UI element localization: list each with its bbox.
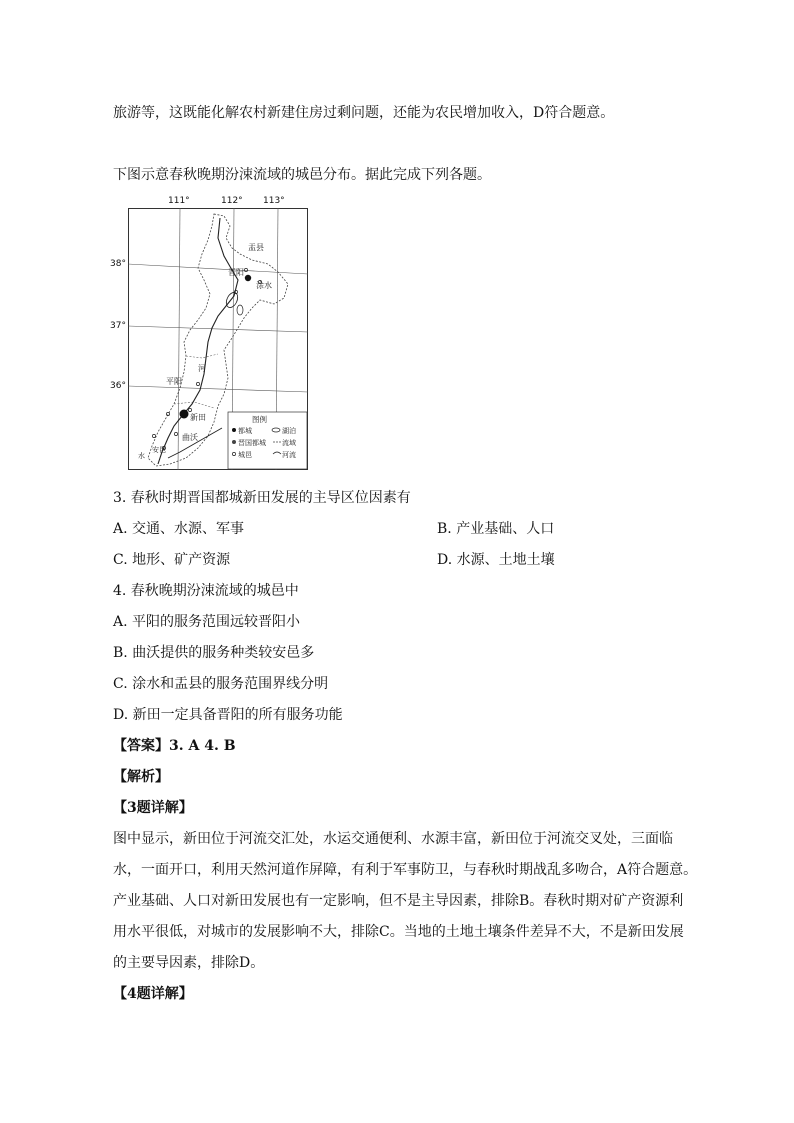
- legend-capital: 都城: [238, 427, 252, 435]
- q3-option-b: B. 产业基础、人口: [437, 521, 555, 537]
- map-caption: 下图示意春秋晚期汾涑流域的城邑分布。据此完成下列各题。: [113, 167, 491, 183]
- q4-detail-header: 【4题详解】: [113, 986, 193, 1002]
- fen-river: [158, 218, 238, 464]
- lon-label-111: 111°: [168, 196, 190, 206]
- jinyang-marker: [245, 275, 251, 281]
- q3-option-a: A. 交通、水源、军事: [113, 521, 245, 537]
- legend-lake: 湖泊: [282, 427, 296, 435]
- q4-option-c: C. 涂水和盂县的服务范围界线分明: [113, 676, 329, 692]
- lon-label-112: 112°: [221, 196, 243, 206]
- q3-detail-line: 图中显示，新田位于河流交汇处，水运交通便利、水源丰富，新田位于河流交叉处，三面临: [113, 831, 673, 847]
- fensu-basin-map: [128, 208, 308, 470]
- xintian-marker: [180, 410, 189, 419]
- q3-option-d: D. 水源、土地土壤: [437, 552, 555, 568]
- intro-paragraph: 旅游等，这既能化解农村新建住房过剩问题，还能为农民增加收入，D符合题意。: [113, 105, 615, 121]
- lon-label-113: 113°: [263, 196, 285, 206]
- q3-detail-header: 【3题详解】: [113, 800, 193, 816]
- city-label-xintian: 新田: [190, 413, 206, 422]
- q3-option-c: C. 地形、矿产资源: [113, 552, 231, 568]
- q3-detail-line: 水，一面开口，利用天然河道作屏障，有利于军事防卫，与春秋时期战乱多吻合，A符合题意。: [113, 862, 698, 878]
- legend-basin: 流域: [282, 439, 296, 447]
- legend-title: 图例: [252, 415, 267, 424]
- lat-label-37: 37°: [110, 321, 126, 331]
- city-label-shui: 水: [138, 452, 145, 460]
- q3-detail-line: 产业基础、人口对新田发展也有一定影响，但不是主导因素，排除B。春秋时期对矿产资源利: [113, 893, 684, 909]
- legend-jin-capital: 晋国都城: [238, 439, 266, 447]
- city-label-quwo: 曲沃: [182, 433, 198, 442]
- q4-option-b: B. 曲沃提供的服务种类较安邑多: [113, 645, 315, 661]
- q4-option-a: A. 平阳的服务范围远较晋阳小: [113, 614, 301, 630]
- city-label-jinyang: 晋阳: [228, 268, 244, 277]
- map-legend: [228, 412, 307, 469]
- lat-label-38: 38°: [110, 259, 126, 269]
- analysis-header: 【解析】: [113, 769, 169, 785]
- lat-label-36: 36°: [110, 381, 126, 391]
- city-label-pingyang: 平阳: [166, 377, 182, 386]
- city-label-mengxian: 盂县: [248, 243, 264, 252]
- city-label-tushui: 涂水: [256, 281, 272, 290]
- q4-stem: 4. 春秋晚期汾涑流域的城邑中: [113, 583, 299, 599]
- legend-town: 城邑: [238, 451, 252, 459]
- q3-detail-line: 用水平很低，对城市的发展影响不大，排除C。当地的土地土壤条件差异不大，不是新田发展: [113, 924, 684, 940]
- answer-line: 【答案】3. A 4. B: [113, 738, 236, 754]
- q3-stem: 3. 春秋时期晋国都城新田发展的主导区位因素有: [113, 490, 411, 506]
- city-label-he: 河: [198, 364, 206, 373]
- q4-option-d: D. 新田一定具备晋阳的所有服务功能: [113, 707, 343, 723]
- legend-river: 河流: [282, 451, 296, 459]
- q3-detail-line: 的主要导因素，排除D。: [113, 955, 265, 971]
- lake: [237, 305, 243, 315]
- city-label-anyi: 安邑: [152, 446, 166, 454]
